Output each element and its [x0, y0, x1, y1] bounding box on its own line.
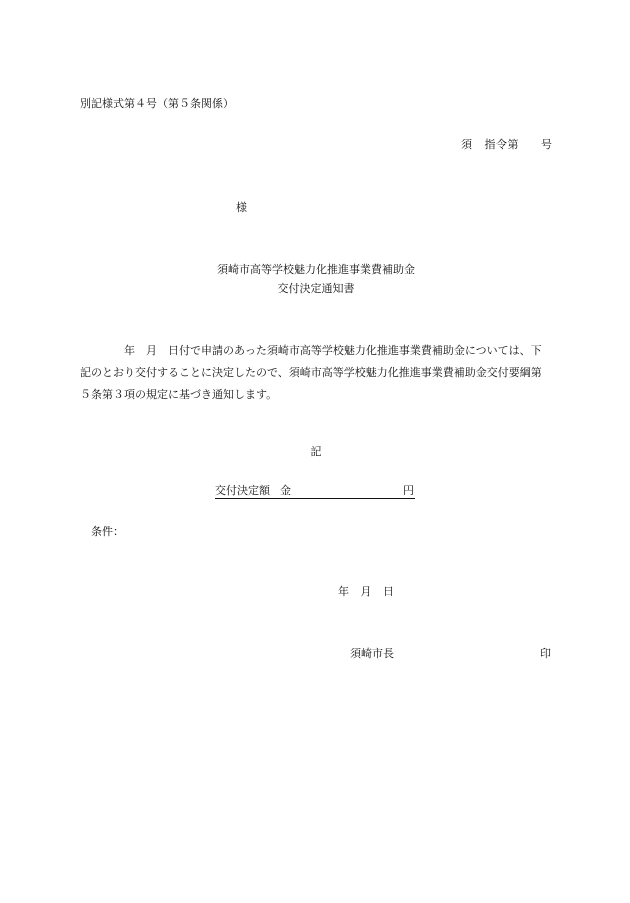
body-line-1: 年 月 日付で申請のあった須崎市高等学校魅力化推進事業費補助金については、下: [80, 344, 542, 357]
conditions-label: 条件：: [91, 525, 124, 538]
amount-label: 交付決定額: [215, 484, 270, 497]
date-month: 月: [360, 585, 372, 598]
issue-date: [338, 586, 395, 597]
document-number: [461, 139, 553, 150]
doc-number-prefix: 須: [461, 138, 473, 151]
title-line-2: 交付決定通知書: [277, 282, 355, 295]
doc-number-middle: 指令第: [484, 138, 519, 151]
document-title: [0, 264, 630, 275]
ki-heading: [0, 446, 630, 457]
amount-kin: 金: [280, 484, 291, 497]
date-day: 日: [383, 585, 395, 598]
date-year: 年: [338, 585, 350, 598]
form-label: 別記様式第４号（第５条関係）: [80, 97, 234, 110]
title-line-1: 須崎市高等学校魅力化推進事業費補助金: [217, 263, 415, 276]
seal-mark: 印: [540, 647, 551, 660]
ki-text: 記: [310, 445, 322, 458]
body-paragraph: [80, 340, 552, 406]
doc-number-suffix: 号: [541, 138, 553, 151]
body-line-3: ５条第３項の規定に基づき通知します。: [80, 388, 278, 401]
addressee-suffix: 様: [236, 201, 247, 214]
issuer-title: 須崎市長: [350, 647, 394, 660]
document-subtitle: [0, 283, 630, 294]
amount-yen: 円: [403, 484, 414, 497]
body-line-2: 記のとおり交付することに決定したので、須崎市高等学校魅力化推進事業費補助金交付要綱第: [80, 366, 542, 379]
grant-amount-line: [215, 485, 415, 499]
